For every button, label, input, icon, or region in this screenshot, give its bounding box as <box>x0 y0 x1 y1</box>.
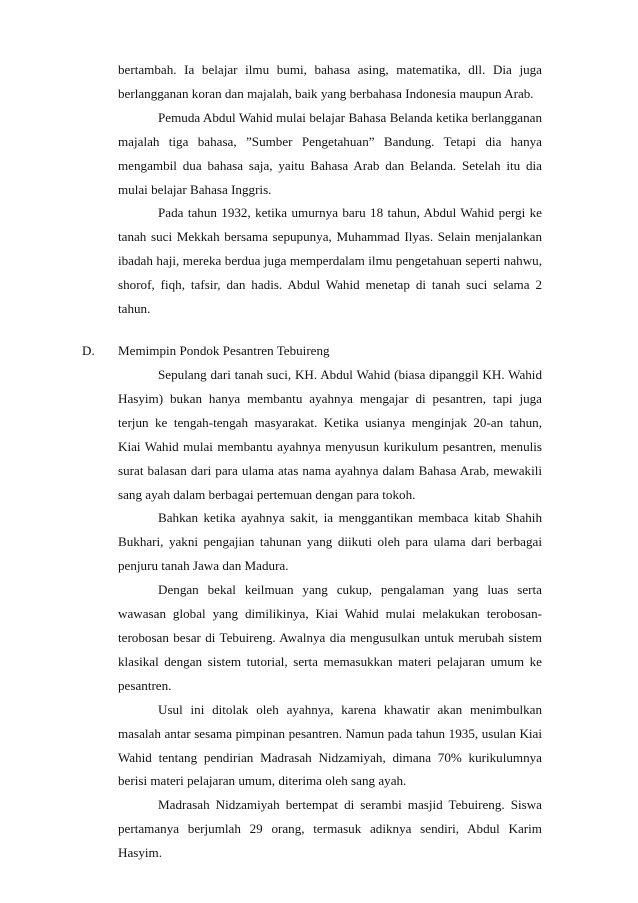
paragraph: Pemuda Abdul Wahid mulai belajar Bahasa Belanda ketika berlangganan majalah tiga bahasa, ”Sumber Pengetahuan” Bandung. Tetapi dia hanya mengambil dua bahasa saja, yaitu Bahasa Arab dan Belanda. Setelah itu dia mulai belajar Bahasa Inggris. <box>118 109 542 197</box>
paragraph: Usul ini ditolak oleh ayahnya, karena khawatir akan menimbulkan masalah antar sesama pimpinan pesantren. Namun pada tahun 1935, usulan Kiai Wahid tentang pendirian Madrasah Nidzamiyah, dimana 70% kurikulumnya berisi materi pelajaran umum, diterima oleh sang ayah. <box>118 701 542 789</box>
paragraph: Bahkan ketika ayahnya sakit, ia menggantikan membaca kitab Shahih Bukhari, yakni pengajian tahunan yang diikuti oleh para ulama dari berbagai penjuru tanah Jawa dan Madura. <box>118 510 542 574</box>
section-title: Memimpin Pondok Pesantren Tebuireng <box>118 343 330 358</box>
paragraph: Pada tahun 1932, ketika umurnya baru 18 tahun, Abdul Wahid pergi ke tanah suci Mekkah bersama sepupunya, Muhammad Ilyas. Selain menjalankan ibadah haji, mereka berdua juga memperdalam ilmu pengetahuan seperti nahwu, shorof, fiqh, tafsir, dan hadis. Abdul Wahid menetap di tanah suci selama 2 tahun. <box>118 205 542 317</box>
text-block-before-heading <box>118 58 542 321</box>
text-block-after-heading <box>118 363 542 865</box>
paragraph: Madrasah Nidzamiyah bertempat di serambi masjid Tebuireng. Siswa pertamanya berjumlah 29 orang, termasuk adiknya sendiri, Abdul Karim Hasyim. <box>118 797 542 861</box>
paragraph: Sepulang dari tanah suci, KH. Abdul Wahid (biasa dipanggil KH. Wahid Hasyim) bukan hanya membantu ayahnya mengajar di pesantren, tapi juga terjun ke tengah-tengah masyarakat. Ketika usianya menginjak 20-an tahun, Kiai Wahid mulai membantu ayahnya menyusun kurikulum pesantren, menulis surat balasan dari para ulama atas nama ayahnya dalam Bahasa Arab, mewakili sang ayah dalam berbagai pertemuan dengan para tokoh. <box>118 367 542 502</box>
paragraph: Dengan bekal keilmuan yang cukup, pengalaman yang luas serta wawasan global yang dimilikinya, Kiai Wahid mulai melakukan terobosan-terobosan besar di Tebuireng. Awalnya dia mengusulkan untuk merubah sistem klasikal dengan sistem tutorial, serta memasukkan materi pelajaran umum ke pesantren. <box>118 582 542 693</box>
section-letter: D. <box>82 343 95 358</box>
paragraph-continued: bertambah. Ia belajar ilmu bumi, bahasa asing, matematika, dll. Dia juga berlangganan koran dan majalah, baik yang berbahasa Indonesia maupun Arab. <box>118 62 542 101</box>
section-heading <box>82 339 330 363</box>
